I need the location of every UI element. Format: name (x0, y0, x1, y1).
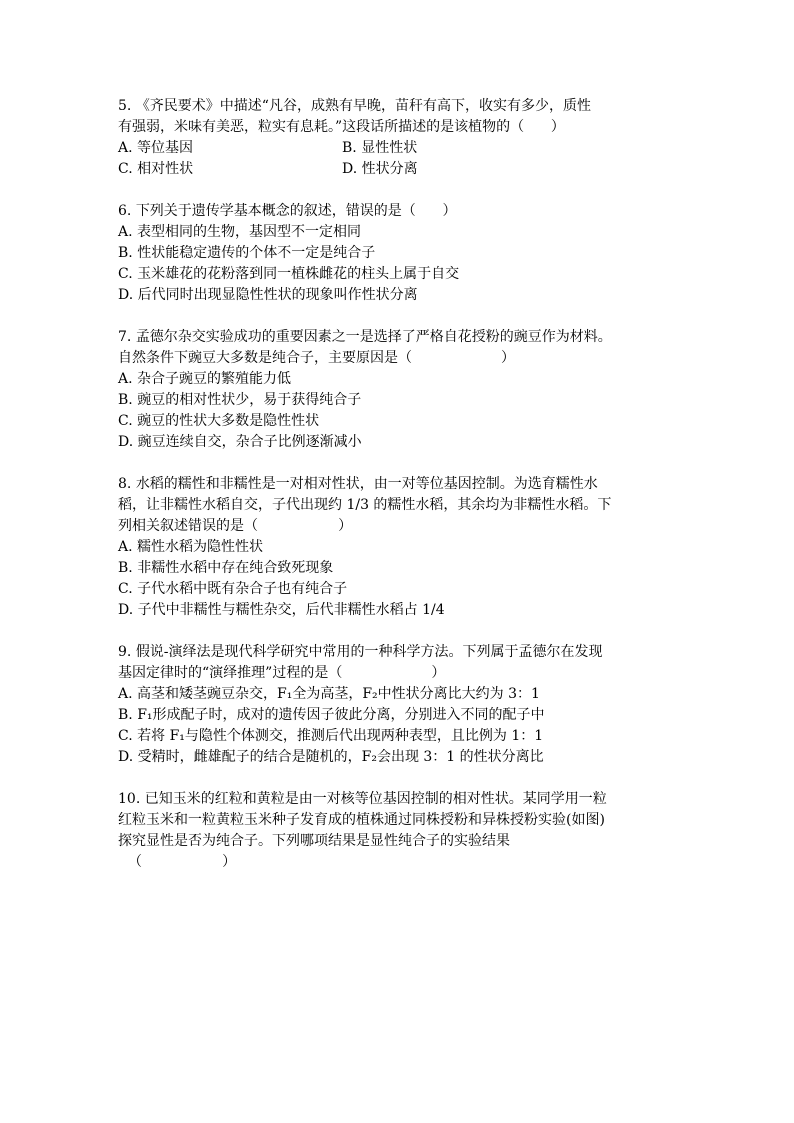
stem-line: 水稻的糯性和非糯性是一对相对性状，由一对等位基因控制。为选育糯性水 (135, 476, 598, 492)
question-5-stem (118, 96, 698, 138)
option-c: C. 相对性状 (118, 161, 194, 177)
option-c: C. 玉米雄花的花粉落到同一植株雌花的柱头上属于自交 (118, 266, 460, 282)
stem-line: 自然条件下豌豆大多数是纯合子，主要原因是（ ） (118, 350, 516, 366)
option-d: D. 子代中非糯性与糯性杂交，后代非糯性水稻占 1/4 (118, 602, 445, 618)
option-b: B. 显性性状 (342, 140, 418, 156)
option-b: B. 非糯性水稻中存在纯合致死现象 (118, 560, 334, 576)
option-d: D. 受精时，雌雄配子的结合是随机的，F₂会出现 3：1 的性状分离比 (118, 749, 544, 765)
question-number: 9. (118, 644, 132, 660)
question-6 (118, 201, 698, 306)
question-number: 8. (118, 476, 132, 492)
stem-line: 下列关于遗传学基本概念的叙述，错误的是（ ） (135, 203, 457, 219)
stem-line: 《齐民要术》中描述“凡谷，成熟有早晚，苗秆有高下，收实有多少，质性 (135, 98, 591, 114)
option-c: C. 子代水稻中既有杂合子也有纯合子 (118, 581, 348, 597)
question-8-stem (118, 474, 698, 537)
question-number: 5. (118, 98, 132, 114)
option-d: D. 豌豆连续自交，杂合子比例逐渐减小 (118, 434, 362, 450)
option-d: D. 性状分离 (342, 161, 418, 177)
question-6-stem (118, 201, 698, 222)
stem-line: 有强弱，米味有美恶，粒实有息耗。”这段话所描述的是该植物的（ ） (118, 119, 565, 135)
option-a: A. 高茎和矮茎豌豆杂交，F₁全为高茎，F₂中性状分离比大约为 3：1 (118, 686, 540, 702)
option-b: B. F₁形成配子时，成对的遗传因子彼此分离，分别进入不同的配子中 (118, 707, 545, 723)
stem-line: 列相关叙述错误的是（ ） (118, 518, 353, 534)
question-5-options (118, 138, 698, 180)
option-b: B. 豌豆的相对性状少，易于获得纯合子 (118, 392, 362, 408)
option-c: C. 豌豆的性状大多数是隐性性状 (118, 413, 320, 429)
stem-line: 稻，让非糯性水稻自交，子代出现约 1/3 的糯性水稻，其余均为非糯性水稻。下 (118, 497, 612, 513)
option-b: B. 性状能稳定遗传的个体不一定是纯合子 (118, 245, 376, 261)
stem-line: 红粒玉米和一粒黄粒玉米种子发育成的植株通过同株授粉和异株授粉实验(如图) (118, 812, 605, 828)
stem-line: 假说-演绎法是现代科学研究中常用的一种科学方法。下列属于孟德尔在发现 (135, 644, 603, 660)
option-c: C. 若将 F₁与隐性个体测交，推测后代出现两种表型，且比例为 1：1 (118, 728, 544, 744)
option-a: A. 表型相同的生物，基因型不一定相同 (118, 224, 362, 240)
stem-line: 孟德尔杂交实验成功的重要因素之一是选择了严格自花授粉的豌豆作为材料。 (135, 329, 612, 345)
question-5 (118, 96, 698, 180)
question-7-stem (118, 327, 698, 369)
option-a: A. 杂合子豌豆的繁殖能力低 (118, 371, 292, 387)
stem-line: 已知玉米的红粒和黄粒是由一对核等位基因控制的相对性状。某同学用一粒 (144, 791, 607, 807)
option-a: A. 等位基因 (118, 140, 194, 156)
question-number: 10. (118, 791, 141, 807)
stem-line: 基因定律时的“演绎推理”过程的是（ ） (118, 665, 446, 681)
question-9-stem (118, 642, 698, 684)
question-number: 6. (118, 203, 132, 219)
option-d: D. 后代同时出现显隐性性状的现象叫作性状分离 (118, 287, 418, 303)
question-9 (118, 642, 698, 768)
question-number: 7. (118, 329, 132, 345)
answer-blank: （ ） (128, 854, 237, 870)
question-list (118, 96, 698, 894)
question-8 (118, 474, 698, 621)
option-a: A. 糯性水稻为隐性性状 (118, 539, 264, 555)
question-10-stem (118, 789, 698, 852)
question-10 (118, 789, 698, 873)
stem-line: 探究显性是否为纯合子。下列哪项结果是显性纯合子的实验结果 (118, 833, 510, 849)
question-7 (118, 327, 698, 453)
